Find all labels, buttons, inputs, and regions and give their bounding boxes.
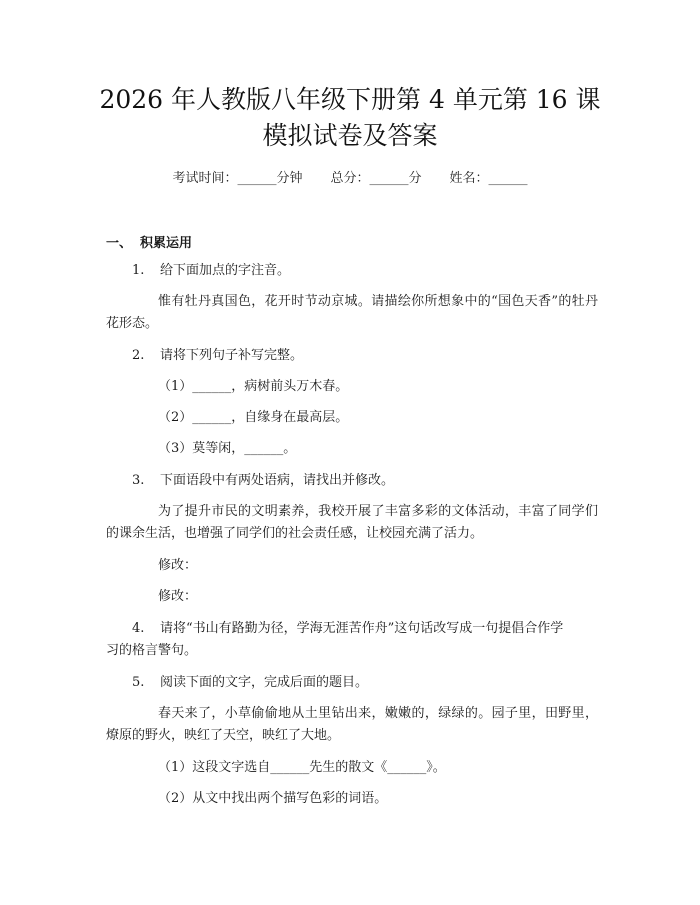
exam-info xyxy=(0,167,700,186)
section-number: 一、 xyxy=(106,236,133,251)
question-number: 3. xyxy=(132,473,145,488)
page-title-line-2: 模拟试卷及答案 xyxy=(262,121,438,150)
question-1 xyxy=(132,260,290,282)
section-heading xyxy=(106,232,192,251)
question-5-item-1: （1）这段文字选自______先生的散文《______》。 xyxy=(158,760,446,775)
question-text: 请将“书山有路勤为径，学海无涯苦作舟”这句话改写成一句提倡合作学 xyxy=(160,621,564,636)
question-number: 4. xyxy=(132,621,145,636)
question-number: 2. xyxy=(132,348,145,363)
exam-total-score: 总分：______分 xyxy=(330,171,422,186)
page-title-line-1: 2026 年人教版八年级下册第 4 单元第 16 课 xyxy=(99,85,601,114)
question-3-fix-2: 修改： xyxy=(158,589,198,604)
question-4-continuation: 习的格言警句。 xyxy=(106,643,198,658)
question-3-fix-1: 修改： xyxy=(158,558,198,573)
question-1-passage: 惟有牡丹真国色，花开时节动京城。请描绘你所想象中的“国色天香”的牡丹花形态。 xyxy=(106,294,598,331)
question-2 xyxy=(132,345,303,367)
section-title: 积累运用 xyxy=(140,236,193,251)
question-2-item-3: （3）莫等闲，______。 xyxy=(158,441,297,456)
question-text: 给下面加点的字注音。 xyxy=(160,263,291,278)
question-text: 请将下列句子补写完整。 xyxy=(160,348,304,363)
question-4 xyxy=(132,618,563,640)
question-3-passage: 为了提升市民的文明素养，我校开展了丰富多彩的文体活动，丰富了同学们的课余生活，也增强了同学们的社会责任感，让校园充满了活力。 xyxy=(106,504,598,541)
question-5-passage: 春天来了，小草偷偷地从土里钻出来，嫩嫩的，绿绿的。园子里，田野里，燎原的野火，映红了天空，映红了大地。 xyxy=(106,706,598,743)
student-name: 姓名：______ xyxy=(449,171,528,186)
question-number: 5. xyxy=(132,675,145,690)
exam-time: 考试时间：______分钟 xyxy=(172,171,303,186)
question-3 xyxy=(132,470,394,492)
question-number: 1. xyxy=(132,263,145,278)
question-text: 阅读下面的文字，完成后面的题目。 xyxy=(160,675,369,690)
question-text: 下面语段中有两处语病，请找出并修改。 xyxy=(160,473,395,488)
question-5-item-2: （2）从文中找出两个描写色彩的词语。 xyxy=(158,791,388,806)
question-5 xyxy=(132,672,368,694)
question-2-item-1: （1）______，病树前头万木春。 xyxy=(158,379,349,394)
question-2-item-2: （2）______，自缘身在最高层。 xyxy=(158,410,349,425)
